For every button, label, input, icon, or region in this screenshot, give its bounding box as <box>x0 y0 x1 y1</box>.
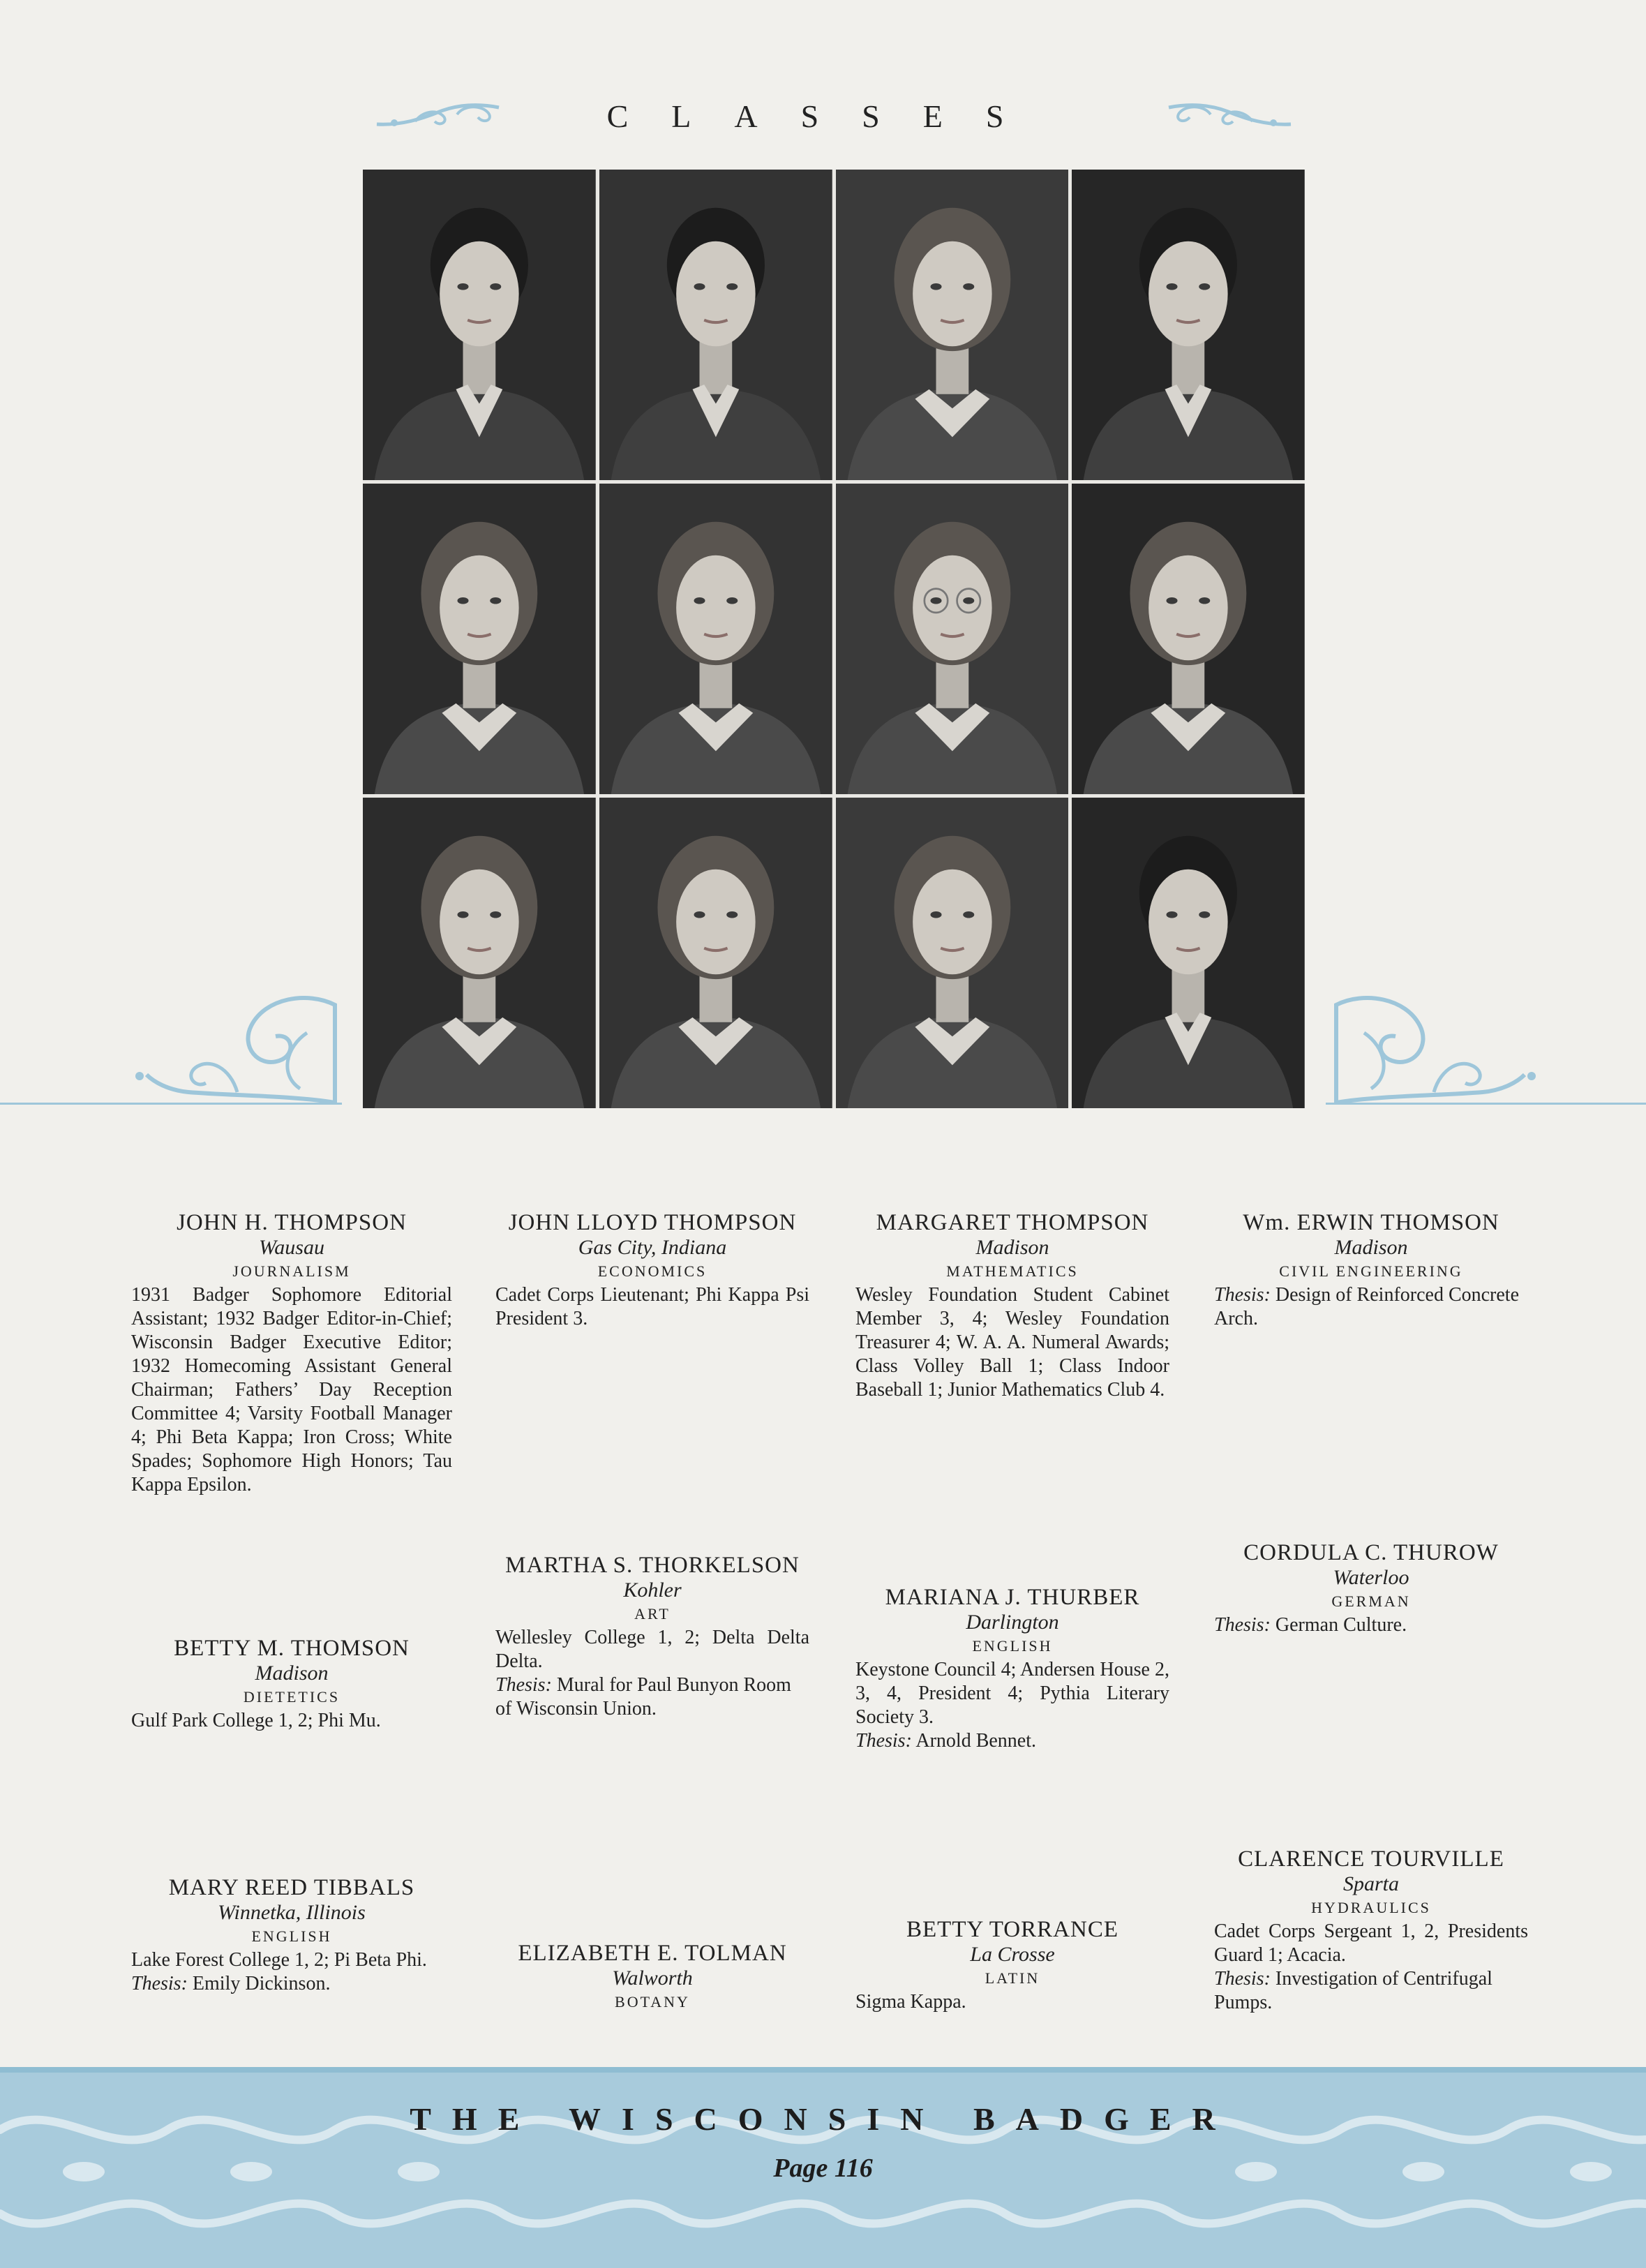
entry-town: La Crosse <box>970 1943 1055 1966</box>
entry-department: HYDRAULICS <box>1311 1899 1431 1916</box>
entry-activities: Cadet Corps Sergeant 1, 2, Presidents Guard 1; Acacia. <box>1214 1920 1528 1966</box>
entry-activities: Wellesley College 1, 2; Delta Delta Delta. <box>495 1627 809 1672</box>
entry-activities: Keystone Council 4; Andersen House 2, 3, 4, President 4; Pythia Literary Society 3. <box>855 1659 1169 1728</box>
entry-town: Waterloo <box>1333 1566 1409 1589</box>
entry-name: JOHN LLOYD THOMPSON <box>508 1210 797 1235</box>
entry-name: ELIZABETH E. TOLMAN <box>518 1941 787 1966</box>
entry-town: Wausau <box>259 1236 324 1259</box>
entry-activities: 1931 Badger Sophomore Editorial Assistant; 1932 Badger Editor-in-Chief; Wisconsin Badger Executive Editor; 1932 Homecoming Assistant General Chairman; Fathers’ Day Reception Committee 4; Varsity Football Manager 4; Phi Beta Kappa; Iron Cross; White Spades; Sophomore High Honors; Tau Kappa Epsilon. <box>131 1284 452 1495</box>
footer-top-rule <box>0 2067 1646 2073</box>
entry-thesis: Thesis: German Culture. <box>1214 1614 1407 1636</box>
entry-name: BETTY TORRANCE <box>906 1917 1118 1942</box>
entry-martha-s-thorkelson <box>495 1552 809 1721</box>
entry-name: MARY REED TIBBALS <box>168 1875 415 1900</box>
portrait-photo <box>836 484 1069 794</box>
entry-town: Kohler <box>623 1579 682 1602</box>
entry-town: Walworth <box>612 1967 693 1990</box>
entry-department: ENGLISH <box>251 1927 332 1945</box>
entry-cordula-c-thurow <box>1214 1539 1528 1637</box>
entry-thesis: Thesis: Design of Reinforced Concrete Arch. <box>1214 1284 1520 1329</box>
entry-name: BETTY M. THOMSON <box>174 1636 410 1661</box>
entry-elizabeth-e-tolman <box>495 1940 809 2014</box>
entry-town: Gas City, Indiana <box>578 1236 727 1259</box>
portrait-photo <box>1072 484 1305 794</box>
page-title: CLASSES <box>606 98 1047 134</box>
portrait-photo <box>1072 798 1305 1108</box>
entry-name: MARGARET THOMPSON <box>876 1210 1149 1235</box>
entry-activities: Gulf Park College 1, 2; Phi Mu. <box>131 1710 381 1731</box>
portrait-photo <box>363 170 596 480</box>
portrait-photo <box>599 484 832 794</box>
entry-name: MARIANA J. THURBER <box>885 1585 1140 1610</box>
entry-town: Winnetka, Illinois <box>218 1901 366 1924</box>
left-scroll-ornament-icon <box>373 98 506 133</box>
entry-activities: Sigma Kappa. <box>855 1991 966 2013</box>
portrait-grid <box>363 170 1305 1108</box>
entry-activities: Cadet Corps Lieutenant; Phi Kappa Psi President 3. <box>495 1284 809 1329</box>
entry-betty-torrance <box>855 1916 1169 2014</box>
portrait-photo <box>363 484 596 794</box>
entry-department: MATHEMATICS <box>946 1262 1079 1280</box>
entry-department: BOTANY <box>615 1993 690 2010</box>
entry-town: Madison <box>1334 1236 1408 1259</box>
entry-mary-reed-tibbals <box>131 1874 452 1996</box>
entry-department: ART <box>634 1605 671 1622</box>
entry-name: CORDULA C. THUROW <box>1243 1540 1499 1565</box>
portrait-photo <box>1072 170 1305 480</box>
entry-department: ENGLISH <box>972 1637 1053 1655</box>
portrait-photo <box>599 798 832 1108</box>
entry-thesis: Thesis: Investigation of Centrifugal Pumps. <box>1214 1968 1492 2013</box>
entry-john-lloyd-thompson <box>495 1209 809 1331</box>
entry-department: JOURNALISM <box>232 1262 351 1280</box>
entry-activities: Wesley Foundation Student Cabinet Member 3, 4; Wesley Foundation Treasurer 4; W. A. A. Numeral Awards; Class Volley Ball 1; Class Indoor Baseball 1; Junior Mathematics Club 4. <box>855 1284 1169 1401</box>
entry-town: Darlington <box>966 1611 1059 1634</box>
entry-clarence-tourville <box>1214 1846 1528 2015</box>
entry-town: Madison <box>975 1236 1049 1259</box>
page-header <box>0 98 1646 140</box>
entry-name: CLARENCE TOURVILLE <box>1238 1847 1504 1872</box>
portrait-photo <box>836 798 1069 1108</box>
left-acanthus-ornament-icon <box>126 991 342 1110</box>
entry-department: CIVIL ENGINEERING <box>1279 1262 1463 1280</box>
footer-publication-title: THE WISCONSIN BADGER <box>410 2101 1236 2137</box>
entry-margaret-thompson <box>855 1209 1169 1402</box>
portrait-photo <box>363 798 596 1108</box>
entry-thesis: Thesis: Arnold Bennet. <box>855 1730 1037 1752</box>
entry-activities: Lake Forest College 1, 2; Pi Beta Phi. <box>131 1949 427 1971</box>
entry-town: Madison <box>255 1662 329 1685</box>
page-number: Page 116 <box>773 2154 873 2183</box>
entry-wm-erwin-thomson <box>1214 1209 1528 1331</box>
entry-betty-m-thomson <box>131 1635 452 1733</box>
entry-mariana-j-thurber <box>855 1584 1169 1753</box>
entry-department: ECONOMICS <box>597 1262 708 1280</box>
entry-name: JOHN H. THOMPSON <box>177 1210 407 1235</box>
entry-department: LATIN <box>985 1969 1040 1987</box>
entry-town: Sparta <box>1342 1872 1399 1895</box>
right-acanthus-ornament-icon <box>1329 991 1559 1110</box>
entry-name: Wm. ERWIN THOMSON <box>1243 1210 1499 1235</box>
entry-name: MARTHA S. THORKELSON <box>505 1553 800 1578</box>
entry-department: GERMAN <box>1331 1592 1411 1610</box>
portrait-photo <box>836 170 1069 480</box>
right-scroll-ornament-icon <box>1162 98 1294 133</box>
entry-thesis: Thesis: Emily Dickinson. <box>131 1973 331 1994</box>
entry-thesis: Thesis: Mural for Paul Bunyon Room of Wisconsin Union. <box>495 1674 791 1719</box>
entry-john-h-thompson <box>131 1209 452 1497</box>
entry-department: DIETETICS <box>243 1688 341 1706</box>
portrait-photo <box>599 170 832 480</box>
